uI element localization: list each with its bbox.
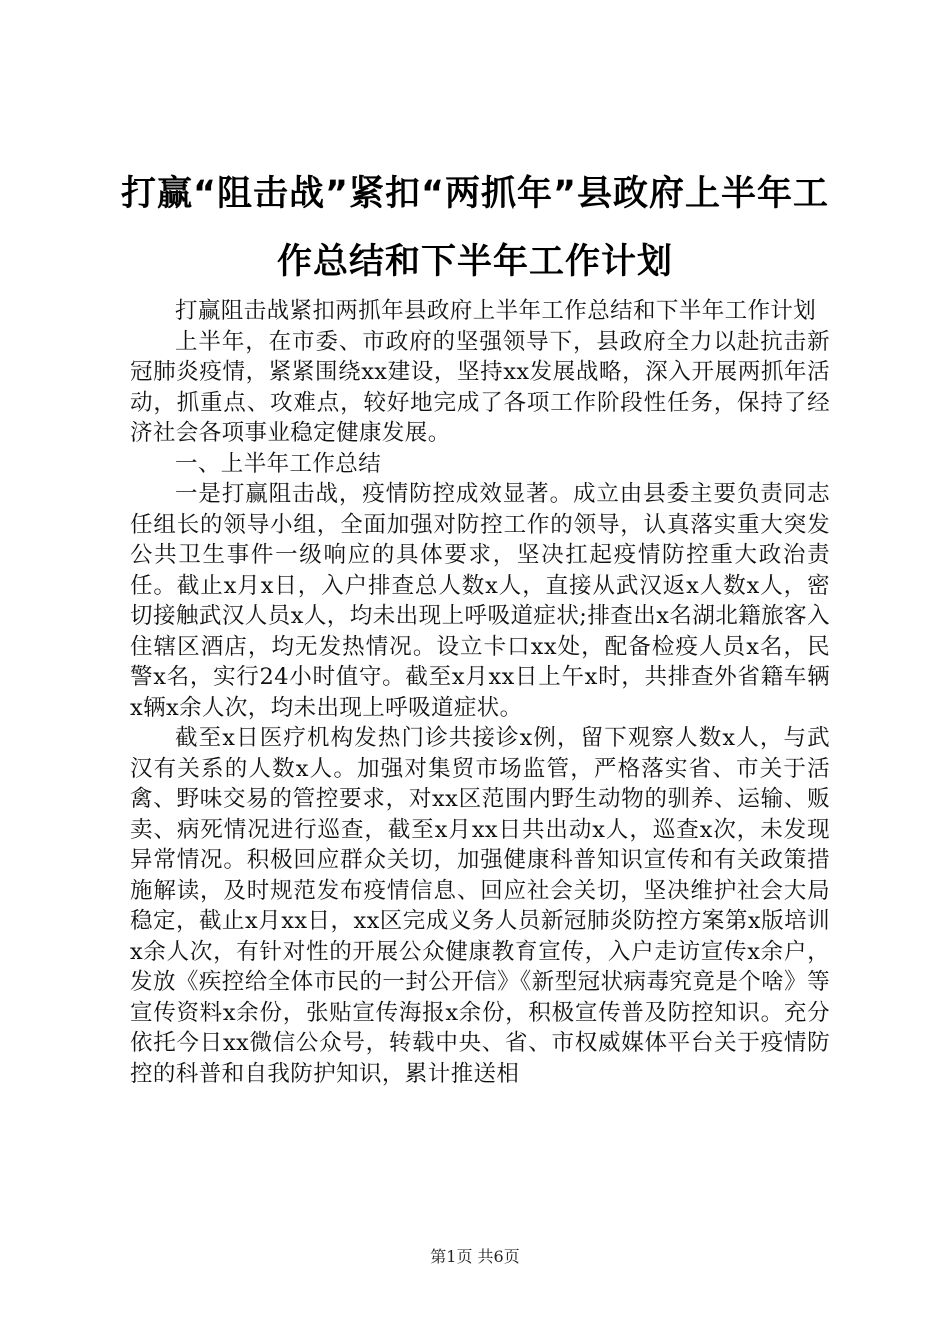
intro-paragraph: 上半年，在市委、市政府的坚强领导下，县政府全力以赴抗击新冠肺炎疫情，紧紧围绕xx建设，坚持xx发展战略，深入开展两抓年活动，抓重点、攻难点，较好地完成了各项工作阶段性任务，保持了经济社会各项事业稳定健康发展。 xyxy=(130,328,830,446)
page-footer: 第1页 共6页 xyxy=(430,1247,520,1266)
document-title: 打赢“阻击战”紧扣“两抓年”县政府上半年工作总结和下半年工作计划 xyxy=(120,174,829,282)
subtitle-paragraph: 打赢阻击战紧扣两抓年县政府上半年工作总结和下半年工作计划 xyxy=(175,298,817,324)
body-paragraph: 一是打赢阻击战，疫情防控成效显著。成立由县委主要负责同志任组长的领导小组，全面加强对防控工作的领导，认真落实重大突发公共卫生事件一级响应的具体要求，坚决扛起疫情防控重大政治责任。截止x月x日，入户排查总人数x人，直接从武汉返x人数x人，密切接触武汉人员x人，均未出现上呼吸道症状;排查出x名湖北籍旅客入住辖区酒店，均无发热情况。设立卡口xx处，配备检疫人员x名，民警x名，实行24小时值守。截至x月xx日上午x时，共排查外省籍车辆x辆x余人次，均未出现上呼吸道症状。 xyxy=(130,481,830,721)
document-body xyxy=(130,296,830,1089)
body-paragraph: 截至x日医疗机构发热门诊共接诊x例，留下观察人数x人，与武汉有关系的人数x人。加强对集贸市场监管，严格落实省、市关于活禽、野味交易的管控要求，对xx区范围内野生动物的驯养、运输、贩卖、病死情况进行巡查，截至x月xx日共出动x人，巡查x次，未发现异常情况。积极回应群众关切，加强健康科普知识宣传和有关政策措施解读，及时规范发布疫情信息、回应社会关切，坚决维护社会大局稳定，截止x月xx日，xx区完成义务人员新冠肺炎防控方案第x版培训x余人次，有针对性的开展公众健康教育宣传，入户走访宣传x余户，发放《疾控给全体市民的一封公开信》《新型冠状病毒究竟是个啥》等宣传资料x余份，张贴宣传海报x余份，积极宣传普及防控知识。充分依托今日xx微信公众号，转载中央、省、市权威媒体平台关于疫情防控的科普和自我防护知识，累计推送相 xyxy=(130,725,830,1087)
section-heading: 一、上半年工作总结 xyxy=(175,450,382,477)
